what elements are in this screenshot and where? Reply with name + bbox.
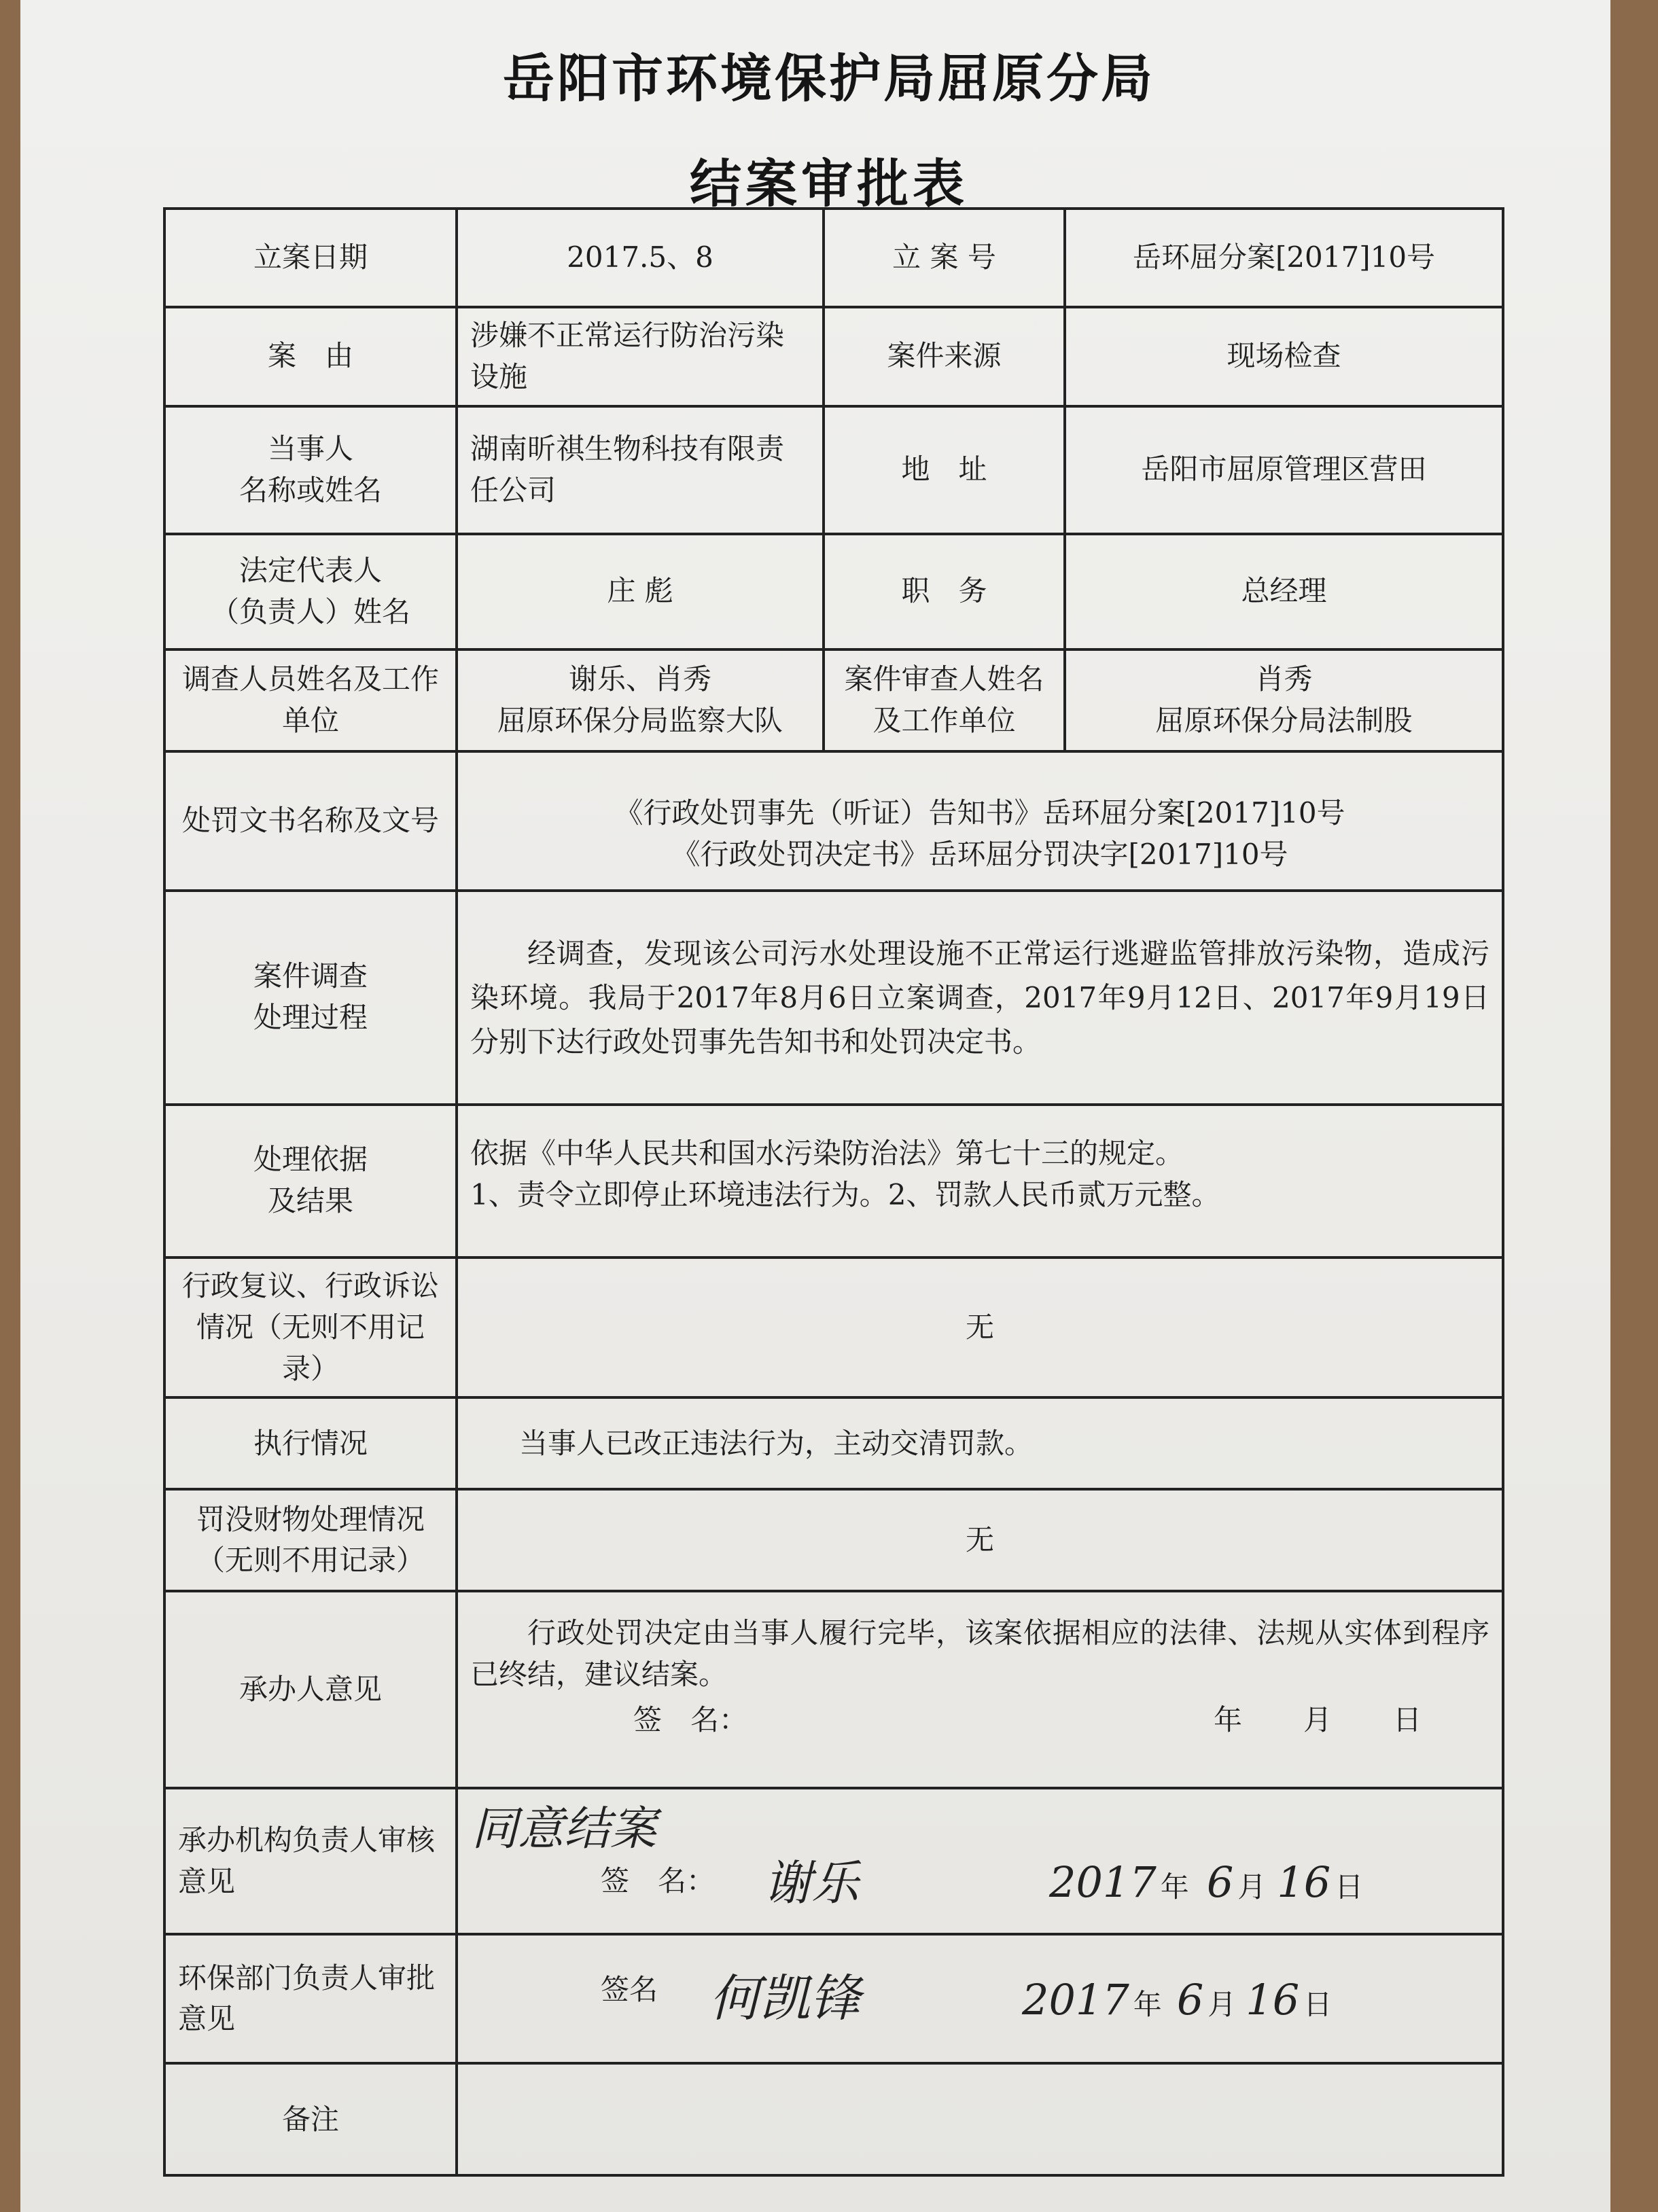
cause-label: 案 由 [164,307,457,406]
remark-label: 备注 [164,2063,457,2175]
row-handler-opinion [164,1591,1503,1788]
confiscation-label [164,1489,457,1591]
dept-date [1022,1969,1332,2031]
handler-cell [457,1591,1503,1788]
row-basis [164,1105,1503,1257]
org-date-day: 16 [1277,1857,1331,1908]
investigator-unit: 屈原环保分局监察大队 [497,703,783,737]
party-label-line2: 名称或姓名 [239,473,382,507]
process-label-line1: 案件调查 [253,959,368,993]
row-representative [164,534,1503,649]
handler-day-label: 日 [1392,1703,1422,1737]
row-case-date [164,209,1503,307]
org-signature-handwriting: 谢乐 [764,1855,859,1912]
document-title: 岳阳市环境保护局屈原分局 [503,48,1155,109]
reviewer-unit: 屈原环保分局法制股 [1155,703,1413,737]
document-subtitle: 结案审批表 [690,154,968,214]
row-review [164,1257,1503,1398]
position-label: 职 务 [824,534,1065,649]
row-cause [164,307,1503,406]
basis-value [457,1105,1503,1257]
dept-date-year: 2017 [1022,1975,1129,2025]
case-no-value: 岳环屈分案[2017]10号 [1065,209,1503,307]
position-value: 总经理 [1065,534,1503,649]
party-label-line1: 当事人 [267,431,353,465]
exec-value: 当事人已改正违法行为，主动交清罚款。 [457,1397,1503,1489]
exec-label: 执行情况 [164,1397,457,1489]
basis-label-line1: 处理依据 [253,1143,368,1177]
address-value: 岳阳市屈原管理区营田 [1065,406,1503,534]
row-execution [164,1397,1503,1489]
docs-value [457,751,1503,891]
investigator-value [457,649,824,751]
approval-form-table [163,207,1504,2177]
org-sign-label: 签 名： [601,1864,716,1898]
case-date-label: 立案日期 [164,209,457,307]
reviewer-value [1065,649,1503,751]
row-party [164,406,1503,534]
party-value: 湖南昕祺生物科技有限责任公司 [457,406,824,534]
basis-law: 依据《中华人民共和国水污染防治法》第七十三的规定。 [470,1136,1184,1170]
docs-notice: 《行政处罚事先（听证）告知书》岳环屈分案[2017]10号 [614,796,1345,830]
dept-day-label: 日 [1303,1988,1333,2022]
process-label [164,891,457,1105]
org-day-label: 日 [1335,1870,1364,1904]
org-month-label: 月 [1237,1870,1267,1904]
row-remark [164,2063,1503,2175]
row-dept-approval [164,1934,1503,2063]
remark-value [457,2063,1503,2175]
org-opinion-handwriting: 同意结案 [472,1802,657,1857]
address-label: 地 址 [824,406,1065,534]
review-label: 行政复议、行政诉讼情况（无则不用记录） [164,1257,457,1398]
handler-sign-line [470,1700,1489,1741]
dept-label: 环保部门负责人审批意见 [164,1934,457,2063]
investigator-label: 调查人员姓名及工作单位 [164,649,457,751]
source-label: 案件来源 [824,307,1065,406]
reviewer-name: 肖秀 [1255,662,1313,696]
cause-value: 涉嫌不正常运行防治污染设施 [457,307,824,406]
row-confiscation [164,1489,1503,1591]
basis-label-line2: 及结果 [267,1184,353,1218]
org-cell [457,1788,1503,1934]
case-no-label: 立 案 号 [824,209,1065,307]
dept-year-label: 年 [1133,1988,1162,2022]
handler-month-label: 月 [1303,1703,1332,1737]
confiscation-label-line2: （无则不用记录） [196,1544,425,1577]
dept-signature-handwriting: 何凯锋 [709,1969,860,2029]
process-label-line2: 处理过程 [253,1001,368,1035]
rep-value: 庄 彪 [457,534,824,649]
docs-label: 处罚文书名称及文号 [164,751,457,891]
process-value: 经调查，发现该公司污水处理设施不正常运行逃避监管排放污染物，造成污染环境。我局于2017年8月6日立案调查，2017年9月12日、2017年9月19日分别下达行政处罚事先告知书和处罚决定书。 [457,891,1503,1105]
confiscation-label-line1: 罚没财物处理情况 [196,1502,425,1536]
review-value: 无 [457,1257,1503,1398]
source-value: 现场检查 [1065,307,1503,406]
investigator-names: 谢乐、肖秀 [568,662,711,696]
org-date-year: 2017 [1049,1857,1157,1908]
reviewer-label: 案件审查人姓名及工作单位 [824,649,1065,751]
basis-result: 1、责令立即停止环境违法行为。2、罚款人民币贰万元整。 [470,1177,1220,1211]
case-date-value: 2017.5、8 [457,209,824,307]
row-process [164,891,1503,1105]
org-date [1049,1852,1363,1913]
handler-label: 承办人意见 [164,1591,457,1788]
docs-decision: 《行政处罚决定书》岳环屈分罚决字[2017]10号 [671,838,1288,872]
handler-value: 行政处罚决定由当事人履行完毕，该案依据相应的法律、法规从实体到程序已终结，建议结案。 [470,1616,1489,1692]
rep-label-line1: 法定代表人 [239,553,382,587]
dept-date-month: 6 [1176,1975,1204,2025]
org-label: 承办机构负责人审核意见 [164,1788,457,1934]
org-date-month: 6 [1206,1857,1234,1908]
row-org-opinion [164,1788,1503,1934]
row-documents [164,751,1503,891]
rep-label-line2: （负责人）姓名 [210,594,410,628]
confiscation-value: 无 [457,1489,1503,1591]
handler-sign-label: 签 名： [633,1703,748,1737]
handler-year-label: 年 [1213,1703,1242,1737]
dept-month-label: 月 [1207,1988,1237,2022]
dept-cell [457,1934,1503,2063]
basis-label [164,1105,457,1257]
party-label [164,406,457,534]
handler-date [1214,1700,1449,1741]
rep-label [164,534,457,649]
dept-date-day: 16 [1246,1975,1300,2025]
dept-sign-label: 签名 [601,1973,658,2007]
row-investigator [164,649,1503,751]
org-year-label: 年 [1160,1870,1189,1904]
